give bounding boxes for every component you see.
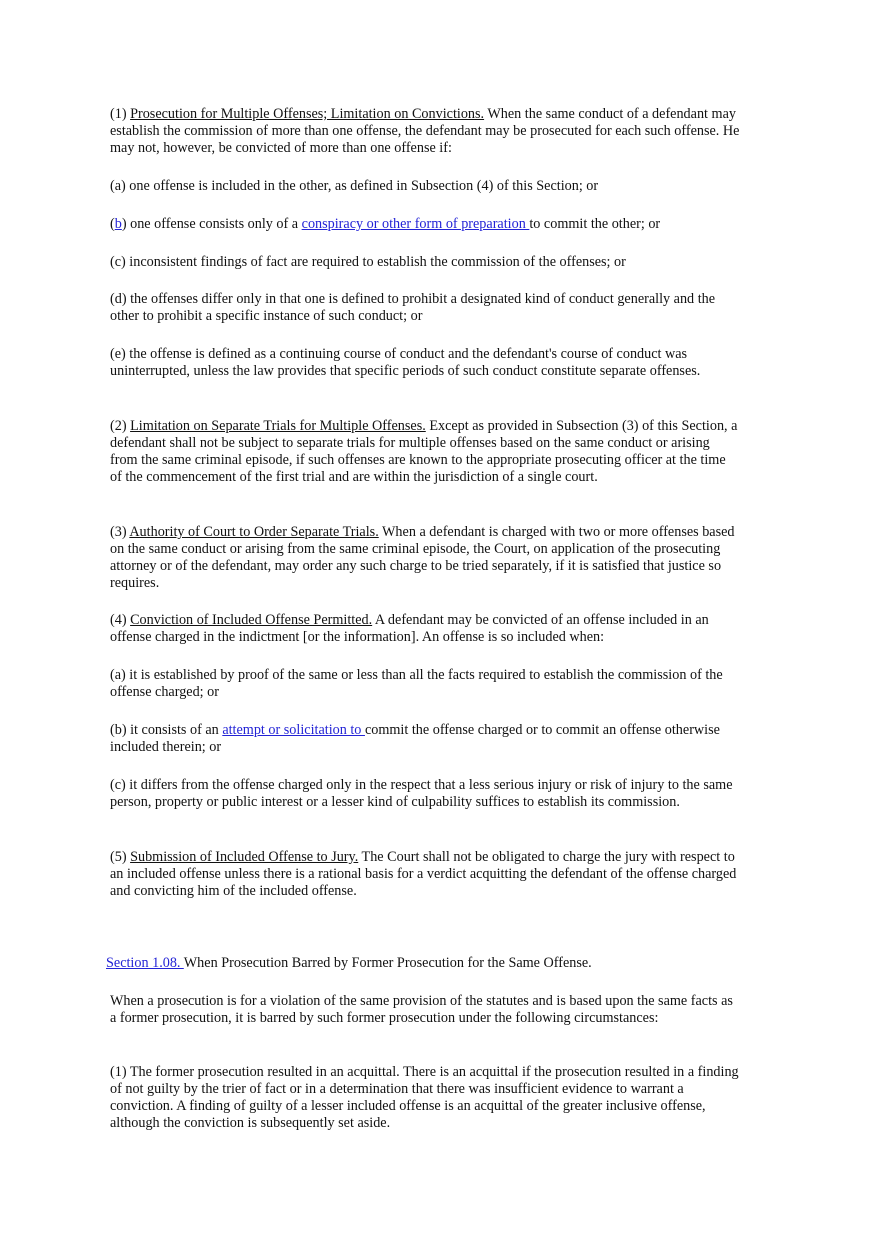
paragraph-1c: (c) inconsistent findings of fact are required to establish the commission of the offenses; or <box>110 254 626 270</box>
paragraph-number: (2) <box>110 418 127 434</box>
section-link[interactable]: Section 1.08. <box>106 955 184 971</box>
paragraph-number: (3) <box>110 524 127 540</box>
section-intro: When a prosecution is for a violation of the same provision of the statutes and is based upon the same facts as a former prosecution, it is barred by such former prosecution under the following circumstances: <box>110 993 733 1026</box>
clause-text: (b) it consists of an <box>110 722 223 738</box>
section-title: When Prosecution Barred by Former Prosecution for the Same Offense. <box>183 955 592 971</box>
paragraph-heading: Conviction of Included Offense Permitted. <box>130 612 373 628</box>
paragraph-text: When the same conduct of a defendant may establish the commission of more than one offense, the defendant may be prosecuted for each such offense. He may not, however, be convicted of more than one offense if: <box>110 106 740 156</box>
paragraph-4b <box>106 722 740 756</box>
conspiracy-link[interactable]: conspiracy or other form of preparation <box>301 216 530 232</box>
paragraph-2 <box>106 418 740 486</box>
section-paragraph-1: (1) The former prosecution resulted in an acquittal. There is an acquittal if the prosecution resulted in a finding of not guilty by the trier of fact or in a determination that there was insufficient evidence to warrant a conviction. A finding of guilty of a lesser included offense is an acquittal of the greater inclusive offense, although the conviction is subsequently set aside. <box>110 1064 739 1131</box>
paragraph-heading: Limitation on Separate Trials for Multiple Offenses. <box>130 418 426 434</box>
paragraph-4a: (a) it is established by proof of the same or less than all the facts required to establish the commission of the offense charged; or <box>110 667 723 700</box>
paragraph-1b <box>106 216 740 233</box>
paragraph-1a: (a) one offense is included in the other, as defined in Subsection (4) of this Section; or <box>110 178 599 194</box>
paragraph-number: (5) <box>110 849 127 865</box>
attempt-solicitation-link[interactable]: attempt or solicitation to <box>222 722 365 738</box>
clause-text-end: commit the offense charged or to commit an offense otherwise included therein; or <box>110 722 720 755</box>
paragraph-number: (4) <box>110 612 127 628</box>
paragraph-text: The Court shall not be obligated to charge the jury with respect to an included offense unless there is a rational basis for a verdict acquitting the defendant of the offense charged and convicting him of the included offense. <box>110 849 737 899</box>
paragraph-heading: Submission of Included Offense to Jury. <box>130 849 359 865</box>
paragraph-text: Except as provided in Subsection (3) of this Section, a defendant shall not be subject to separate trials for multiple offenses based on the same conduct or arising from the same criminal episode, if such offenses are known to the appropriate prosecuting officer at the time of the commencement of the first trial and are within the jurisdiction of a single court. <box>110 418 738 485</box>
paragraph-1d: (d) the offenses differ only in that one is defined to prohibit a designated kind of conduct generally and the other to prohibit a specific instance of such conduct; or <box>110 291 716 324</box>
paragraph-4 <box>106 612 740 646</box>
paragraph-1 <box>106 106 740 157</box>
clause-text: ) one offense consists only of a <box>121 216 302 232</box>
clause-letter-link[interactable]: b <box>114 216 122 232</box>
clause-text-end: to commit the other; or <box>529 216 661 232</box>
clause-open: ( <box>110 216 115 232</box>
paragraph-text: A defendant may be convicted of an offense included in an offense charged in the indictment [or the information]. An offense is so included when: <box>110 612 709 645</box>
paragraph-4c: (c) it differs from the offense charged only in the respect that a less serious injury or risk of injury to the same person, property or public interest or a lesser kind of culpability suffices to establish its commission. <box>110 777 733 810</box>
paragraph-1e: (e) the offense is defined as a continuing course of conduct and the defendant's course of conduct was uninterrupted, unless the law provides that specific periods of such conduct constitute separate offenses. <box>110 346 701 379</box>
paragraph-5 <box>106 849 740 900</box>
paragraph-number: (1) <box>110 106 127 122</box>
paragraph-heading: Authority of Court to Order Separate Trials. <box>129 524 379 540</box>
paragraph-text: When a defendant is charged with two or more offenses based on the same conduct or arising from the same criminal episode, the Court, on application of the prosecuting attorney or of the defendant, may order any such charge to be tried separately, if it is satisfied that justice so requires. <box>110 524 735 591</box>
section-heading <box>106 955 736 972</box>
paragraph-3 <box>106 524 740 592</box>
paragraph-heading: Prosecution for Multiple Offenses; Limitation on Convictions. <box>130 106 485 122</box>
